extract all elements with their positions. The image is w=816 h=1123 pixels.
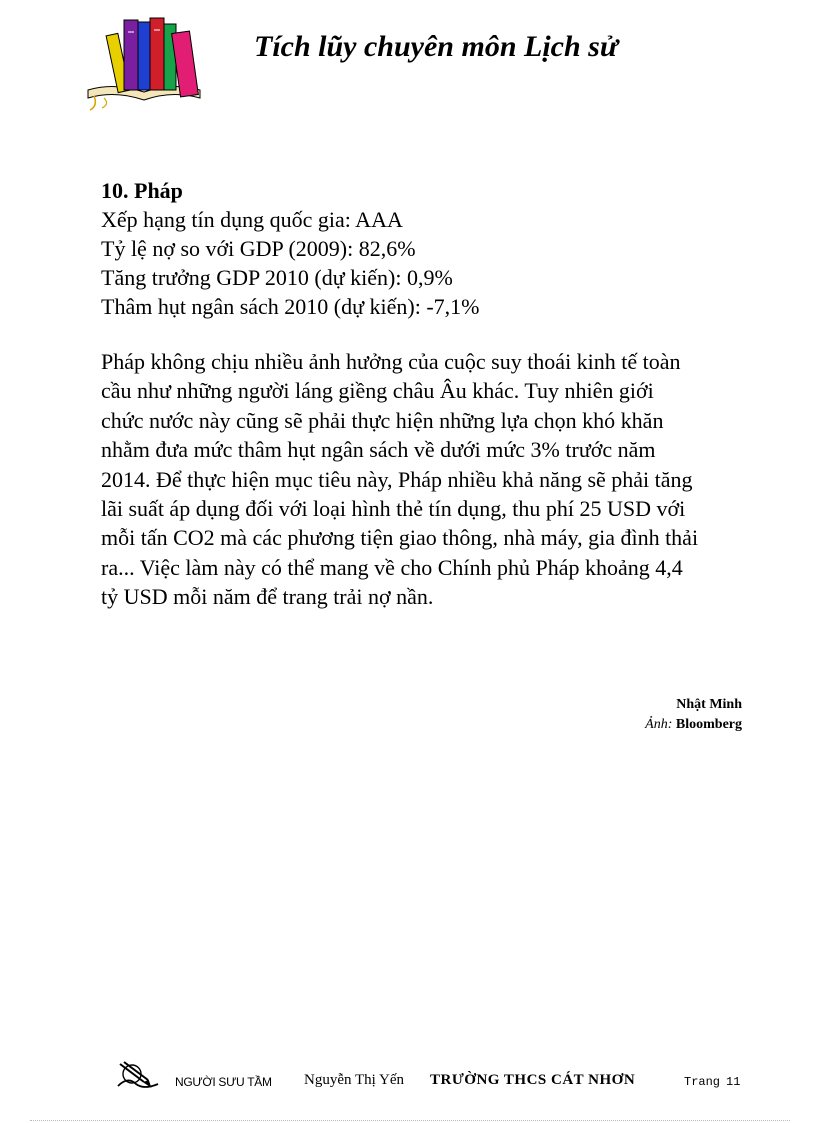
photo-label: Ảnh:: [645, 717, 673, 732]
byline: [645, 695, 742, 735]
school-name: TRƯỜNG THCS CÁT NHƠN: [430, 1072, 636, 1088]
stat-gdp-growth: Tăng trưởng GDP 2010 (dự kiến): 0,9%: [101, 265, 453, 290]
stat-credit-rating: Xếp hạng tín dụng quốc gia: AAA: [101, 207, 403, 232]
page-header: [0, 0, 816, 120]
page-number: [684, 1075, 740, 1089]
author-name: Nguyễn Thị Yến: [304, 1072, 404, 1088]
page-number-value: 11: [726, 1075, 741, 1089]
section-title: 10. Pháp: [101, 178, 183, 203]
stat-budget-deficit: Thâm hụt ngân sách 2010 (dự kiến): -7,1%: [101, 294, 480, 319]
collector-label: NGƯỜI SƯU TẦM: [175, 1075, 272, 1089]
pen-icon: [114, 1056, 162, 1092]
books-icon: [84, 12, 208, 112]
page-footer: [0, 1056, 816, 1096]
stat-debt-to-gdp: Tỷ lệ nợ so với GDP (2009): 82,6%: [101, 236, 416, 261]
article: [101, 176, 711, 612]
photo-source: Bloomberg: [675, 717, 742, 732]
article-body: Pháp không chịu nhiều ảnh hưởng của cuộc suy thoái kinh tế toàn cầu như những người láng giềng châu Âu khác. Tuy nhiên giới chức nước này cũng sẽ phải thực hiện những lựa chọn khó khăn nhằm đưa mức thâm hụt ngân sách về dưới mức 3% trước năm 2014. Để thực hiện mục tiêu này, Pháp nhiều khả năng sẽ phải tăng lãi suất áp dụng đối với loại hình thẻ tín dụng, thu phí 25 USD với mỗi tấn CO2 mà các phương tiện giao thông, nhà máy, gia đình thải ra... Việc làm này có thể mang về cho Chính phủ Pháp khoảng 4,4 tỷ USD mỗi năm để trang trải nợ nần.: [101, 349, 699, 610]
page-label: Trang: [684, 1075, 721, 1089]
byline-photo-credit: [645, 715, 742, 735]
footer-divider: [30, 1120, 790, 1121]
byline-author: Nhật Minh: [676, 697, 742, 712]
page-title: Tích lũy chuyên môn Lịch sử: [254, 30, 618, 63]
